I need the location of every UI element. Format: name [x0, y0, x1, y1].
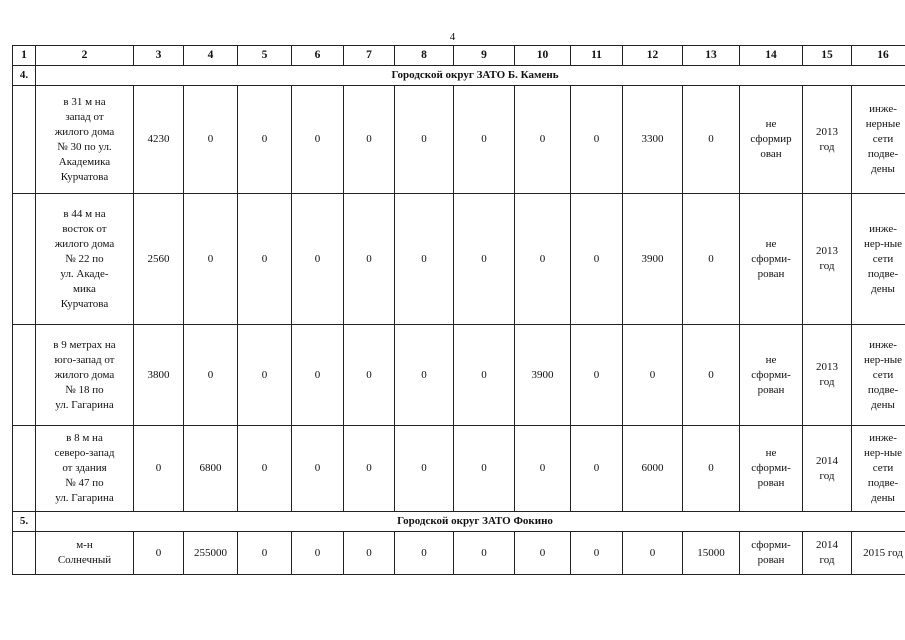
- value-cell: 0: [134, 532, 184, 575]
- value-cell: 0: [238, 532, 292, 575]
- value-cell: 0: [515, 426, 571, 512]
- value-cell: 0: [395, 86, 454, 194]
- section-row: [13, 512, 905, 532]
- table-row: [13, 325, 905, 426]
- value-cell: 0: [623, 532, 683, 575]
- value-cell: 0: [454, 194, 515, 325]
- location-cell: в 8 м на северо-запад от здания № 47 по ул. Гагарина: [36, 426, 134, 512]
- section-row: [13, 66, 905, 86]
- networks-cell: 2015 год: [852, 532, 905, 575]
- value-cell: 0: [395, 532, 454, 575]
- value-cell: 0: [395, 426, 454, 512]
- column-header: 16: [852, 46, 905, 66]
- value-cell: 3800: [134, 325, 184, 426]
- status-cell: не сформир ован: [740, 86, 803, 194]
- header-row: [13, 46, 905, 66]
- column-header: 6: [292, 46, 344, 66]
- location-cell: в 9 метрах на юго-запад от жилого дома № 18 по ул. Гагарина: [36, 325, 134, 426]
- column-header: 1: [13, 46, 36, 66]
- location-cell: в 44 м на восток от жилого дома № 22 по ул. Акаде- мика Курчатова: [36, 194, 134, 325]
- value-cell: 0: [571, 426, 623, 512]
- value-cell: 6800: [184, 426, 238, 512]
- year-cell: 2014 год: [803, 426, 852, 512]
- section-title: Городской округ ЗАТО Фокино: [36, 512, 905, 532]
- value-cell: 0: [184, 86, 238, 194]
- value-cell: 4230: [134, 86, 184, 194]
- year-cell: 2013 год: [803, 194, 852, 325]
- row-number-cell: [13, 426, 36, 512]
- value-cell: 0: [683, 426, 740, 512]
- value-cell: 0: [292, 532, 344, 575]
- value-cell: 0: [292, 86, 344, 194]
- value-cell: 0: [344, 86, 395, 194]
- value-cell: 0: [292, 194, 344, 325]
- status-cell: не сформи- рован: [740, 426, 803, 512]
- value-cell: 0: [344, 325, 395, 426]
- value-cell: 0: [344, 426, 395, 512]
- value-cell: 0: [454, 86, 515, 194]
- value-cell: 0: [515, 86, 571, 194]
- column-header: 15: [803, 46, 852, 66]
- value-cell: 0: [571, 325, 623, 426]
- page-number: 4: [449, 31, 456, 43]
- networks-cell: инже- нер-ные сети подве- дены: [852, 194, 905, 325]
- value-cell: 6000: [623, 426, 683, 512]
- section-number: 5.: [13, 512, 36, 532]
- value-cell: 0: [515, 194, 571, 325]
- networks-cell: инже- нерные сети подве- дены: [852, 86, 905, 194]
- column-header: 4: [184, 46, 238, 66]
- table-row: [13, 426, 905, 512]
- column-header: 8: [395, 46, 454, 66]
- table-row: [13, 532, 905, 575]
- value-cell: 0: [515, 532, 571, 575]
- data-table: [12, 45, 905, 575]
- column-header: 13: [683, 46, 740, 66]
- value-cell: 0: [623, 325, 683, 426]
- column-header: 12: [623, 46, 683, 66]
- column-header: 10: [515, 46, 571, 66]
- year-cell: 2013 год: [803, 325, 852, 426]
- value-cell: 0: [238, 426, 292, 512]
- value-cell: 0: [454, 325, 515, 426]
- row-number-cell: [13, 325, 36, 426]
- column-header: 14: [740, 46, 803, 66]
- value-cell: 0: [571, 532, 623, 575]
- status-cell: не сформи- рован: [740, 325, 803, 426]
- value-cell: 0: [683, 86, 740, 194]
- value-cell: 0: [571, 86, 623, 194]
- column-header: 5: [238, 46, 292, 66]
- value-cell: 2560: [134, 194, 184, 325]
- value-cell: 3900: [623, 194, 683, 325]
- column-header: 7: [344, 46, 395, 66]
- status-cell: не сформи- рован: [740, 194, 803, 325]
- value-cell: 255000: [184, 532, 238, 575]
- status-cell: сформи- рован: [740, 532, 803, 575]
- column-header: 11: [571, 46, 623, 66]
- value-cell: 0: [395, 325, 454, 426]
- location-cell: м-н Солнечный: [36, 532, 134, 575]
- value-cell: 0: [238, 194, 292, 325]
- table-row: [13, 86, 905, 194]
- row-number-cell: [13, 194, 36, 325]
- section-number: 4.: [13, 66, 36, 86]
- value-cell: 0: [683, 325, 740, 426]
- column-header: 2: [36, 46, 134, 66]
- value-cell: 0: [184, 325, 238, 426]
- value-cell: 0: [292, 325, 344, 426]
- value-cell: 0: [292, 426, 344, 512]
- location-cell: в 31 м на запад от жилого дома № 30 по ул. Академика Курчатова: [36, 86, 134, 194]
- value-cell: 3900: [515, 325, 571, 426]
- year-cell: 2013 год: [803, 86, 852, 194]
- row-number-cell: [13, 532, 36, 575]
- value-cell: 0: [571, 194, 623, 325]
- value-cell: 3300: [623, 86, 683, 194]
- year-cell: 2014 год: [803, 532, 852, 575]
- table-row: [13, 194, 905, 325]
- column-header: 9: [454, 46, 515, 66]
- table-body: [13, 46, 905, 575]
- value-cell: 0: [683, 194, 740, 325]
- value-cell: 0: [454, 426, 515, 512]
- networks-cell: инже- нер-ные сети подве- дены: [852, 426, 905, 512]
- value-cell: 0: [395, 194, 454, 325]
- value-cell: 0: [238, 86, 292, 194]
- value-cell: 0: [454, 532, 515, 575]
- value-cell: 15000: [683, 532, 740, 575]
- value-cell: 0: [344, 194, 395, 325]
- column-header: 3: [134, 46, 184, 66]
- section-title: Городской округ ЗАТО Б. Камень: [36, 66, 905, 86]
- networks-cell: инже- нер-ные сети подве- дены: [852, 325, 905, 426]
- value-cell: 0: [238, 325, 292, 426]
- row-number-cell: [13, 86, 36, 194]
- value-cell: 0: [134, 426, 184, 512]
- value-cell: 0: [344, 532, 395, 575]
- value-cell: 0: [184, 194, 238, 325]
